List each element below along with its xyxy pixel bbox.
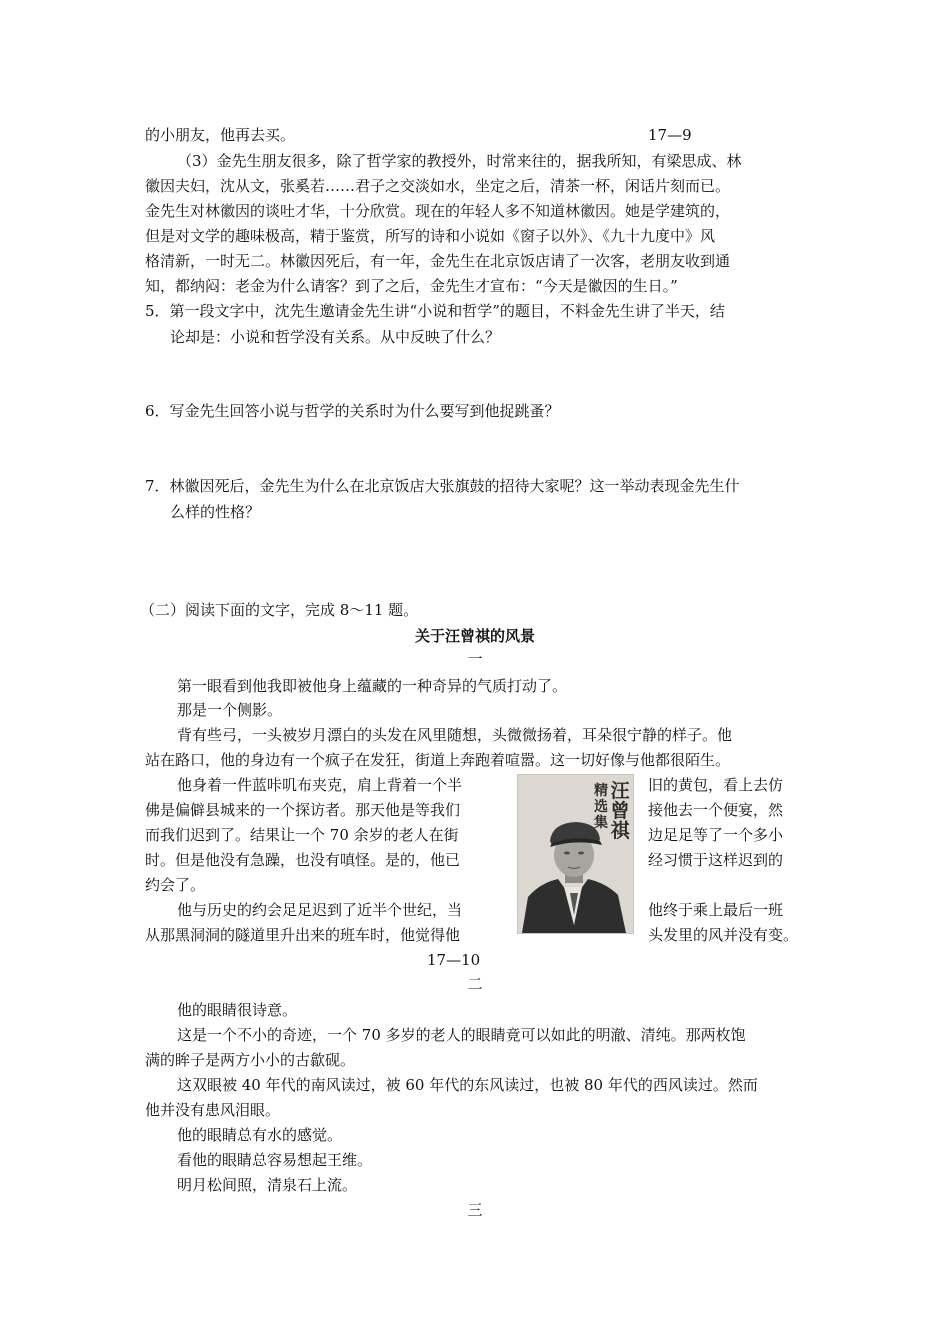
text-line: 的小朋友，他再去买。 <box>145 126 296 144</box>
question-7: 7．林徽因死后，金先生为什么在北京饭店大张旗鼓的招待大家呢？这一举动表现金先生什 <box>145 477 740 495</box>
article-line: 明月松间照，清泉石上流。 <box>177 1176 358 1194</box>
article-line: 佛是偏僻县城来的一个探访者。那天他是等我们 <box>145 801 461 819</box>
article-title: 关于汪曾祺的风景 <box>414 627 535 645</box>
part-number: 二 <box>467 975 483 993</box>
book-subtitle-char: 选 <box>594 799 608 815</box>
article-line: 背有些弓，一头被岁月漂白的头发在风里随想，头微微扬着，耳朵很宁静的样子。他 <box>177 726 733 744</box>
article-line: 他的眼睛很诗意。 <box>177 1001 298 1019</box>
article-line: 接他去一个便宴，然 <box>648 801 784 819</box>
paragraph-3-line: 知，都纳闷：老金为什么请客？到了之后，金先生才宣布：“今天是徽因的生日。” <box>145 277 678 295</box>
book-title-char: 曾 <box>610 800 630 822</box>
article-line: 经习惯于这样迟到的 <box>648 851 784 869</box>
question-5: 5．第一段文字中，沈先生邀请金先生讲“小说和哲学”的题目，不料金先生讲了半天，结 <box>145 302 725 320</box>
article-line: 他与历史的约会足足迟到了近半个世纪，当 <box>177 901 463 919</box>
article-line: 看他的眼睛总容易想起王维。 <box>177 1151 373 1169</box>
article-line: 第一眼看到他我即被他身上蕴藏的一种奇异的气质打动了。 <box>177 677 568 695</box>
paragraph-3-line: 格清新，一时无二。林徽因死后，有一年，金先生在北京饭店请了一次客，老朋友收到通 <box>145 252 731 270</box>
article-line: 他并没有患风泪眼。 <box>145 1101 281 1119</box>
article-line: 从那黑洞洞的隧道里升出来的班车时，他觉得他 <box>145 926 461 944</box>
article-line: 而我们迟到了。结果让一个 70 余岁的老人在街 <box>145 826 459 844</box>
article-line: 约会了。 <box>145 876 206 894</box>
book-cover-image <box>517 774 634 934</box>
article-line: 他的眼睛总有水的感觉。 <box>177 1126 343 1144</box>
article-line: 他终于乘上最后一班 <box>648 901 784 919</box>
page-number: 17—9 <box>648 126 692 144</box>
article-line: 那是一个侧影。 <box>177 701 283 719</box>
article-line: 他身着一件蓝咔叽布夹克，肩上背着一个半 <box>177 776 463 794</box>
article-line: 头发里的风并没有变。 <box>648 926 799 944</box>
paragraph-3-line: 金先生对林徽因的谈吐才华，十分欣赏。现在的年轻人多不知道林徽因。她是学建筑的， <box>145 202 731 220</box>
section-2-heading: （二）阅读下面的文字，完成 8～11 题。 <box>140 601 419 619</box>
part-number: 三 <box>467 1201 483 1219</box>
book-subtitle-char: 精 <box>594 783 608 799</box>
article-line: 站在路口，他的身边有一个疯子在发狂，街道上奔跑着喧嚣。这一切好像与他都很陌生。 <box>145 751 731 769</box>
paragraph-3-line: （3）金先生朋友很多，除了哲学家的教授外，时常来往的，据我所知，有梁思成、林 <box>177 152 742 170</box>
question-7-cont: 么样的性格？ <box>170 503 261 521</box>
paragraph-3-line: 徽因夫妇，沈从文，张奚若……君子之交淡如水，坐定之后，清茶一杯，闲话片刻而已。 <box>145 177 731 195</box>
paragraph-3-line: 但是对文学的趣味极高，精于鉴赏，所写的诗和小说如《窗子以外》、《九十九度中》风 <box>145 227 716 245</box>
page-number: 17—10 <box>427 951 481 969</box>
question-5-cont: 论却是：小说和哲学没有关系。从中反映了什么？ <box>170 328 501 346</box>
book-subtitle-char: 集 <box>594 815 608 831</box>
article-line: 边足足等了一个多小 <box>648 826 784 844</box>
article-line: 旧的黄包，看上去仿 <box>648 776 784 794</box>
book-title-char: 祺 <box>610 820 630 842</box>
article-line: 时。但是他没有急躁，也没有嗔怪。是的，他已 <box>145 851 461 869</box>
article-line: 这双眼被 40 年代的南风读过，被 60 年代的东风读过，也被 80 年代的西风读过。然而 <box>177 1076 758 1094</box>
article-line: 满的眸子是两方小小的古歙砚。 <box>145 1051 356 1069</box>
question-6: 6．写金先生回答小说与哲学的关系时为什么要写到他捉跳蚤？ <box>145 402 560 420</box>
book-title-char: 汪 <box>610 780 630 802</box>
part-number: 一 <box>467 650 483 668</box>
article-line: 这是一个不小的奇迹，一个 70 多岁的老人的眼睛竟可以如此的明澈、清纯。那两枚饱 <box>177 1026 746 1044</box>
